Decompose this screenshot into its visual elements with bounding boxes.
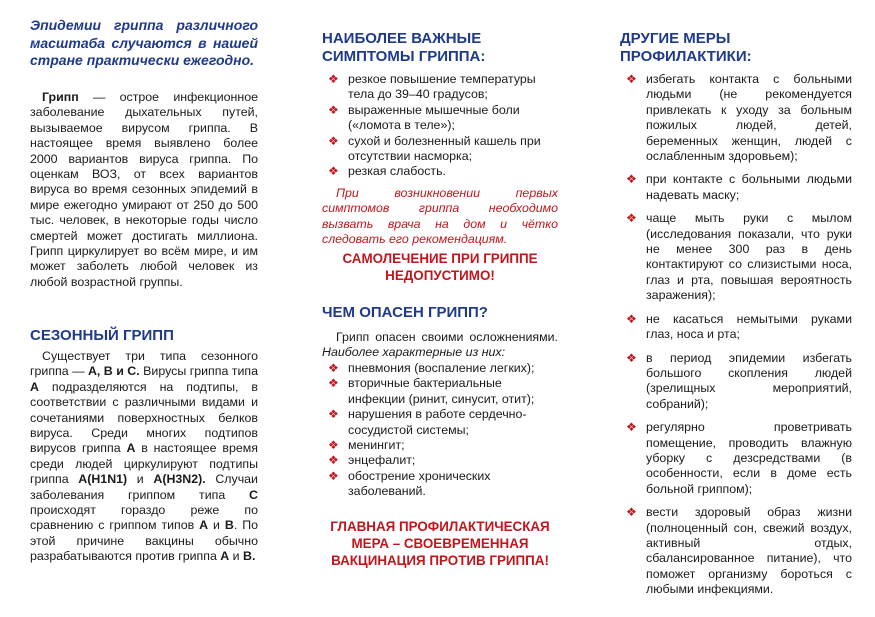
list-item: [322, 361, 558, 376]
seasonal-text-10: и: [229, 549, 244, 564]
symptom-text: резкое повышение температуры тела до 39–40 градусов;: [348, 72, 536, 102]
seasonal-bold-4: А(Н1N1): [78, 472, 128, 487]
seasonal-text-2: Вирусы гриппа типа: [139, 364, 258, 379]
diamond-bullet-icon: ❖: [626, 72, 637, 86]
seasonal-text-5: и: [127, 472, 154, 487]
diamond-bullet-icon: ❖: [328, 133, 339, 148]
seasonal-bold-9: А: [220, 549, 230, 564]
symptom-text: сухой и болезненный кашель при отсутствии насморка;: [348, 133, 541, 164]
seasonal-text-7: происходят гораздо реже по сравнению с гриппом типов: [30, 503, 258, 533]
list-item: [322, 407, 558, 438]
measure-text: регулярно проветривать помещение, проводить влажную уборку с дезсредствами (в особенности, если в доме есть больной гриппом);: [646, 420, 852, 496]
seasonal-text-8: и: [208, 518, 225, 533]
intro-text: Эпидемии гриппа различного масштаба случаются в нашей стране практически ежегодно.: [30, 17, 258, 68]
seasonal-flu-text: [30, 349, 258, 565]
diamond-bullet-icon: ❖: [626, 211, 637, 226]
complication-text: нарушения в работе сердечно-сосудистой системы;: [348, 407, 527, 437]
symptom-text: выраженные мышечные боли («ломота в теле»);: [348, 102, 520, 133]
doctor-note: При возникновении первых симптомов гриппа необходимо вызвать врача на дом и чётко следовать его рекомендациям.: [322, 186, 558, 247]
list-item: [322, 376, 558, 407]
flu-definition: [30, 90, 258, 290]
flu-term: Грипп: [42, 90, 79, 104]
diamond-bullet-icon: ❖: [328, 361, 339, 375]
diamond-bullet-icon: ❖: [626, 350, 637, 365]
seasonal-bold-5: А(Н3N2).: [153, 472, 206, 487]
diamond-bullet-icon: ❖: [626, 420, 637, 435]
diamond-bullet-icon: ❖: [328, 453, 339, 468]
measure-text: избегать контакта с больными людьми (не рекомендуется привлекать к уходу за больным пожилых людей, детей, беременных женщин, людей с ослабленным здоровьем);: [646, 72, 852, 164]
list-item: [322, 453, 558, 468]
main-measure: ГЛАВНАЯ ПРОФИЛАКТИЧЕСКАЯ МЕРА – СВОЕВРЕМЕННАЯ ВАКЦИНАЦИЯ ПРОТИВ ГРИППА!: [330, 519, 550, 568]
seasonal-bold-10: В.: [243, 549, 256, 564]
list-item: [620, 505, 852, 597]
measure-text: вести здоровый образ жизни (полноценный сон, свежий воздух, активный отдых, сбалансированное питание), что поможет организму бороться с любыми инфекциями.: [646, 505, 852, 597]
list-item: [620, 72, 852, 164]
diamond-bullet-icon: ❖: [626, 172, 637, 187]
list-item: [620, 420, 852, 497]
diamond-bullet-icon: ❖: [328, 72, 339, 86]
complication-text: менингит;: [348, 438, 405, 453]
danger-intro: [322, 330, 558, 361]
symptoms-title: НАИБОЛЕЕ ВАЖНЫЕ СИМПТОМЫ ГРИППА:: [322, 30, 486, 65]
list-item: [322, 438, 558, 453]
measure-text: в период эпидемии избегать большого скопления людей (зрелищных мероприятий, собраний);: [646, 350, 852, 411]
seasonal-bold-8: В: [224, 518, 234, 533]
complication-text: вторичные бактериальные инфекции (ринит, синусит, отит);: [348, 376, 535, 406]
danger-intro-italic: Наиболее характерные из них:: [322, 345, 506, 360]
self-treatment-warning: САМОЛЕЧЕНИЕ ПРИ ГРИППЕ НЕДОПУСТИМО!: [342, 251, 538, 283]
seasonal-text-1: Существует три типа сезонного гриппа —: [30, 349, 258, 379]
list-item: [322, 469, 558, 500]
seasonal-text-4: в настоящее время среди людей циркулируют подтипы гриппа: [30, 441, 259, 487]
list-item: [322, 103, 558, 134]
symptoms-list: [322, 72, 558, 180]
list-item: [322, 164, 558, 179]
other-measures-title: ДРУГИЕ МЕРЫ ПРОФИЛАКТИКИ:: [620, 30, 752, 65]
complications-list: [322, 361, 558, 500]
diamond-bullet-icon: ❖: [626, 311, 637, 326]
list-item: [620, 172, 852, 203]
seasonal-text-3: подразделяются на подтипы, в соответствии с различными видами и сочетаниями поверхностных белков вируса. Среди многих подтипов вирусов гриппа: [30, 379, 258, 456]
seasonal-text-9: . По этой причине вакцины обычно разрабатываются против гриппа: [30, 518, 259, 564]
seasonal-bold-6: С: [249, 487, 258, 502]
measure-text: чаще мыть руки с мылом (исследования показали, что руки не менее 300 раз в день контактируют со слизистыми носа, глаз и рта, повышая вероятность заражения);: [646, 211, 852, 303]
measures-list: [620, 72, 852, 598]
diamond-bullet-icon: ❖: [328, 468, 339, 483]
seasonal-bold-1: А, В и С.: [87, 364, 140, 379]
list-item: [620, 351, 852, 413]
diamond-bullet-icon: ❖: [328, 164, 339, 179]
danger-intro-text: Грипп опасен своими осложнениями.: [336, 330, 558, 344]
seasonal-text-6: Случаи заболевания гриппом типа: [30, 472, 258, 502]
complication-text: энцефалит;: [348, 453, 416, 468]
diamond-bullet-icon: ❖: [328, 376, 339, 391]
complication-text: пневмония (воспаление легких);: [348, 361, 535, 375]
measure-text: при контакте с больными людьми надевать маску;: [646, 172, 852, 202]
list-item: [322, 72, 558, 103]
complication-text: обострение хронических заболеваний.: [348, 468, 491, 499]
seasonal-bold-7: А: [199, 518, 209, 533]
list-item: [620, 211, 852, 303]
list-item: [322, 134, 558, 165]
seasonal-bold-3: А: [126, 441, 136, 456]
list-item: [620, 312, 852, 343]
seasonal-bold-2: А: [30, 379, 39, 394]
seasonal-flu-title: СЕЗОННЫЙ ГРИПП: [30, 327, 174, 344]
danger-title: ЧЕМ ОПАСЕН ГРИПП?: [322, 304, 488, 321]
measure-text: не касаться немытыми руками глаз, носа и рта;: [646, 311, 852, 342]
diamond-bullet-icon: ❖: [328, 407, 339, 422]
diamond-bullet-icon: ❖: [328, 438, 339, 453]
diamond-bullet-icon: ❖: [328, 102, 339, 117]
symptom-text: резкая слабость.: [348, 164, 446, 179]
flu-definition-text: — острое инфекционное заболевание дыхательных путей, вызываемое вирусом гриппа. В настоящее время выявлено более 2000 вариантов вируса гриппа. По оценкам ВОЗ, от всех вариантов вируса во время сезонных эпидемий в мире ежегодно умирают от 250 до 500 тыс. человек, в некоторые годы число смертей может достигать миллиона. Грипп циркулирует во всём мире, и им может заболеть любой человек из любой возрастной группы.: [30, 90, 258, 289]
diamond-bullet-icon: ❖: [626, 505, 637, 520]
